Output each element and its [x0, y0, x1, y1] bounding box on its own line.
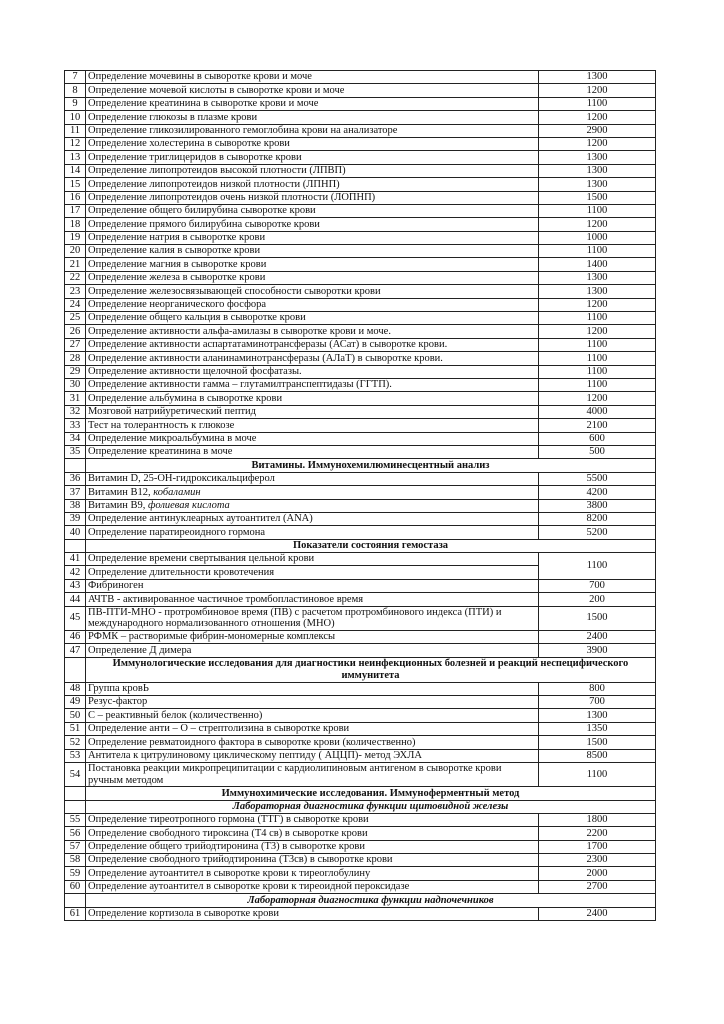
- test-price: 1700: [539, 840, 656, 853]
- table-row: [65, 840, 656, 853]
- test-name: Определение креатинина в сыворотке крови и моче: [86, 97, 539, 110]
- price-list-body: [65, 71, 656, 921]
- test-name: Определение натрия в сыворотке крови: [86, 231, 539, 244]
- test-price: 1300: [539, 709, 656, 722]
- test-name: Постановка реакции микропреципитации с кардиолипиновым антигеном в сыворотке крови ручным методом: [86, 762, 539, 786]
- test-name: Фибриноген: [86, 579, 539, 592]
- row-number: 25: [65, 312, 86, 325]
- table-row: [65, 352, 656, 365]
- test-price: 2400: [539, 907, 656, 920]
- section-title: Лабораторная диагностика функции надпочечников: [86, 894, 656, 907]
- row-number: 23: [65, 285, 86, 298]
- table-row: [65, 709, 656, 722]
- test-name: Определение мочевины в сыворотке крови и моче: [86, 71, 539, 84]
- test-name: Резус-фактор: [86, 695, 539, 708]
- table-row: [65, 151, 656, 164]
- row-number: 54: [65, 762, 86, 786]
- table-row: [65, 405, 656, 418]
- table-row: [65, 644, 656, 657]
- row-number: 27: [65, 338, 86, 351]
- table-row: [65, 736, 656, 749]
- test-name: Определение свободного тироксина (Т4 св) в сыворотке крови: [86, 827, 539, 840]
- test-name: Определение неорганического фосфора: [86, 298, 539, 311]
- table-row: [65, 137, 656, 150]
- test-name: Определение мочевой кислоты в сыворотке крови и моче: [86, 84, 539, 97]
- test-name: Определение активности щелочной фосфатазы.: [86, 365, 539, 378]
- test-price: 800: [539, 682, 656, 695]
- row-number: 22: [65, 271, 86, 284]
- table-row: [65, 218, 656, 231]
- test-name: Определение холестерина в сыворотке крови: [86, 137, 539, 150]
- section-title: Витамины. Иммунохемилюминесцентный анализ: [86, 459, 656, 472]
- table-row: [65, 178, 656, 191]
- test-name: Определение общего билирубина сыворотке крови: [86, 204, 539, 217]
- test-price: 5200: [539, 526, 656, 539]
- test-price: 1000: [539, 231, 656, 244]
- test-name: Определение магния в сыворотке крови: [86, 258, 539, 271]
- row-number: 55: [65, 813, 86, 826]
- row-number: 14: [65, 164, 86, 177]
- test-name: Определение аутоантител в сыворотке крови к тиреоидной пероксидазе: [86, 880, 539, 893]
- test-price: 2200: [539, 827, 656, 840]
- test-price: 500: [539, 445, 656, 458]
- test-name: Определение железа в сыворотке крови: [86, 271, 539, 284]
- table-row: [65, 593, 656, 606]
- row-number: 41: [65, 553, 86, 566]
- table-row: [65, 365, 656, 378]
- row-number: 33: [65, 419, 86, 432]
- row-number: 44: [65, 593, 86, 606]
- row-number: 43: [65, 579, 86, 592]
- test-price: 1300: [539, 71, 656, 84]
- row-number: 36: [65, 472, 86, 485]
- row-number: 12: [65, 137, 86, 150]
- row-number: 17: [65, 204, 86, 217]
- row-number: 53: [65, 749, 86, 762]
- table-row: [65, 432, 656, 445]
- table-row: [65, 419, 656, 432]
- test-name: Определение альбумина в сыворотке крови: [86, 392, 539, 405]
- test-name: Определение паратиреоидного гормона: [86, 526, 539, 539]
- test-price: 700: [539, 695, 656, 708]
- test-name: Витамин D, 25-ОН-гидроксикальциферол: [86, 472, 539, 485]
- section-header-row: [65, 800, 656, 813]
- table-row: [65, 312, 656, 325]
- test-price: 3900: [539, 644, 656, 657]
- test-name: Определение микроальбумина в моче: [86, 432, 539, 445]
- table-row: [65, 124, 656, 137]
- table-row: [65, 271, 656, 284]
- test-price: 8200: [539, 512, 656, 525]
- test-price: 1400: [539, 258, 656, 271]
- test-name: Определение активности аспартатаминотрансферазы (АСат) в сыворотке крови.: [86, 338, 539, 351]
- test-name: Определение свободного трийодтиронина (Т3св) в сыворотке крови: [86, 854, 539, 867]
- test-name: Определение длительности кровотечения: [86, 566, 539, 579]
- row-number: 15: [65, 178, 86, 191]
- test-name: Определение гликозилированного гемоглобина крови на анализаторе: [86, 124, 539, 137]
- test-name: АЧТВ - активированное частичное тромбопластиновое время: [86, 593, 539, 606]
- row-number: [65, 459, 86, 472]
- row-number: 11: [65, 124, 86, 137]
- test-price: 2700: [539, 880, 656, 893]
- table-row: [65, 867, 656, 880]
- test-price: 1300: [539, 151, 656, 164]
- row-number: 61: [65, 907, 86, 920]
- table-row: [65, 258, 656, 271]
- table-row: [65, 378, 656, 391]
- test-name: Определение аутоантител в сыворотке крови к тиреоглобулину: [86, 867, 539, 880]
- table-row: [65, 722, 656, 735]
- test-name: Определение активности гамма – глутамилтранспептидазы (ГГТП).: [86, 378, 539, 391]
- table-row: [65, 325, 656, 338]
- table-row: [65, 695, 656, 708]
- row-number: 10: [65, 111, 86, 124]
- row-number: 58: [65, 854, 86, 867]
- test-price: 600: [539, 432, 656, 445]
- table-row: [65, 111, 656, 124]
- table-row: [65, 285, 656, 298]
- row-number: 18: [65, 218, 86, 231]
- row-number: 52: [65, 736, 86, 749]
- table-row: [65, 579, 656, 592]
- test-name-italic: фолиевая кислота: [148, 499, 230, 511]
- table-row: [65, 245, 656, 258]
- table-row: [65, 682, 656, 695]
- row-number: 49: [65, 695, 86, 708]
- row-number: 29: [65, 365, 86, 378]
- table-row: [65, 606, 656, 630]
- test-price: 3800: [539, 499, 656, 512]
- test-price: 1200: [539, 111, 656, 124]
- test-price: 1100: [539, 762, 656, 786]
- row-number: 19: [65, 231, 86, 244]
- test-name: Определение липопротеидов высокой плотности (ЛПВП): [86, 164, 539, 177]
- table-row: [65, 204, 656, 217]
- test-price: 4200: [539, 486, 656, 499]
- test-price: 1100: [539, 204, 656, 217]
- test-price: 4000: [539, 405, 656, 418]
- row-number: 30: [65, 378, 86, 391]
- test-name: Витамин В9, фолиевая кислота: [86, 499, 539, 512]
- section-title: Иммунологические исследования для диагностики неинфекционных болезней и реакций неспецифического иммунитета: [86, 657, 656, 682]
- test-name: Определение времени свертывания цельной крови: [86, 553, 539, 566]
- test-price: 1800: [539, 813, 656, 826]
- test-name: Определение антинуклеарных аутоантител (ANA): [86, 512, 539, 525]
- table-row: [65, 553, 656, 566]
- table-row: [65, 499, 656, 512]
- test-name: Определение креатинина в моче: [86, 445, 539, 458]
- row-number: 35: [65, 445, 86, 458]
- row-number: [65, 787, 86, 800]
- test-name: Определение липопротеидов низкой плотности (ЛПНП): [86, 178, 539, 191]
- table-row: [65, 526, 656, 539]
- row-number: [65, 800, 86, 813]
- row-number: 26: [65, 325, 86, 338]
- row-number: [65, 894, 86, 907]
- row-number: 47: [65, 644, 86, 657]
- table-row: [65, 486, 656, 499]
- row-number: 59: [65, 867, 86, 880]
- test-name: С – реактивный белок (количественно): [86, 709, 539, 722]
- test-price: 2900: [539, 124, 656, 137]
- test-name: Определение активности альфа-амилазы в сыворотке крови и моче.: [86, 325, 539, 338]
- table-row: [65, 813, 656, 826]
- section-header-row: [65, 657, 656, 682]
- test-name: Антитела к цитрулиновому циклическому пептиду ( АЦЦП)- метод ЭХЛА: [86, 749, 539, 762]
- test-price: 200: [539, 593, 656, 606]
- test-price: 1500: [539, 191, 656, 204]
- row-number: 38: [65, 499, 86, 512]
- row-number: [65, 657, 86, 682]
- test-name: Определение железосвязывающей способности сыворотки крови: [86, 285, 539, 298]
- table-row: [65, 827, 656, 840]
- row-number: 45: [65, 606, 86, 630]
- table-row: [65, 472, 656, 485]
- test-price: 5500: [539, 472, 656, 485]
- test-price: 1100: [539, 352, 656, 365]
- row-number: 37: [65, 486, 86, 499]
- test-price: 2000: [539, 867, 656, 880]
- table-row: [65, 630, 656, 643]
- row-number: 42: [65, 566, 86, 579]
- test-price: 2300: [539, 854, 656, 867]
- test-price: 1100: [539, 312, 656, 325]
- test-price: 1350: [539, 722, 656, 735]
- test-name: Определение анти – О – стрептолизина в сыворотке крови: [86, 722, 539, 735]
- test-price: 2100: [539, 419, 656, 432]
- row-number: 48: [65, 682, 86, 695]
- test-price: 1100: [539, 338, 656, 351]
- table-row: [65, 84, 656, 97]
- test-name: Определение прямого билирубина сыворотке крови: [86, 218, 539, 231]
- row-number: 34: [65, 432, 86, 445]
- row-number: 57: [65, 840, 86, 853]
- test-price: 1100: [539, 378, 656, 391]
- row-number: 32: [65, 405, 86, 418]
- test-price: 1300: [539, 271, 656, 284]
- test-name: Определение кортизола в сыворотке крови: [86, 907, 539, 920]
- row-number: 9: [65, 97, 86, 110]
- row-number: 60: [65, 880, 86, 893]
- table-row: [65, 854, 656, 867]
- row-number: 16: [65, 191, 86, 204]
- test-name: Витамин В12, кобаламин: [86, 486, 539, 499]
- row-number: 28: [65, 352, 86, 365]
- table-row: [65, 298, 656, 311]
- section-title: Лабораторная диагностика функции щитовидной железы: [86, 800, 656, 813]
- test-price: 700: [539, 579, 656, 592]
- table-row: [65, 907, 656, 920]
- test-name: Определение калия в сыворотке крови: [86, 245, 539, 258]
- test-price: 1200: [539, 325, 656, 338]
- test-price: 1200: [539, 392, 656, 405]
- test-name: Определение активности аланинаминотрансферазы (АЛаТ) в сыворотке крови.: [86, 352, 539, 365]
- price-list-table: [64, 70, 656, 921]
- test-price: 1100: [539, 365, 656, 378]
- test-price: 1300: [539, 178, 656, 191]
- section-header-row: [65, 894, 656, 907]
- row-number: 56: [65, 827, 86, 840]
- test-price: 1100: [539, 245, 656, 258]
- section-title: Показатели состояния гемостаза: [86, 539, 656, 552]
- row-number: 8: [65, 84, 86, 97]
- table-row: [65, 71, 656, 84]
- test-name: Определение липопротеидов очень низкой плотности (ЛОПНП): [86, 191, 539, 204]
- section-header-row: [65, 787, 656, 800]
- test-name: Группа кровЬ: [86, 682, 539, 695]
- table-row: [65, 512, 656, 525]
- table-row: [65, 97, 656, 110]
- section-title: Иммунохимические исследования. Иммуноферментный метод: [86, 787, 656, 800]
- section-header-row: [65, 539, 656, 552]
- row-number: 39: [65, 512, 86, 525]
- test-price: 1200: [539, 84, 656, 97]
- test-price: 1500: [539, 606, 656, 630]
- row-number: [65, 539, 86, 552]
- test-price: 1200: [539, 218, 656, 231]
- row-number: 20: [65, 245, 86, 258]
- test-name: Определение триглицеридов в сыворотке крови: [86, 151, 539, 164]
- test-name: Определение общего трийодтиронина (Т3) в сыворотке крови: [86, 840, 539, 853]
- test-price: 1200: [539, 137, 656, 150]
- test-price: 1300: [539, 164, 656, 177]
- test-name: Определение общего кальция в сыворотке крови: [86, 312, 539, 325]
- test-price: 2400: [539, 630, 656, 643]
- row-number: 31: [65, 392, 86, 405]
- test-name: ПВ-ПТИ-МНО - протромбиновое время (ПВ) с расчетом протромбинового индекса (ПТИ) и международного нормализованного отношения (МНО): [86, 606, 539, 630]
- test-price: 1200: [539, 298, 656, 311]
- test-name: Определение тиреотропного гормона (ТТГ) в сыворотке крови: [86, 813, 539, 826]
- row-number: 7: [65, 71, 86, 84]
- section-header-row: [65, 459, 656, 472]
- test-price: 1100: [539, 97, 656, 110]
- row-number: 24: [65, 298, 86, 311]
- test-price: 8500: [539, 749, 656, 762]
- row-number: 40: [65, 526, 86, 539]
- table-row: [65, 880, 656, 893]
- test-name-italic: кобаламин: [153, 486, 201, 498]
- row-number: 46: [65, 630, 86, 643]
- test-name: Мозговой натрийуретический пептид: [86, 405, 539, 418]
- table-row: [65, 338, 656, 351]
- table-row: [65, 762, 656, 786]
- row-number: 21: [65, 258, 86, 271]
- row-number: 13: [65, 151, 86, 164]
- table-row: [65, 749, 656, 762]
- test-name: Определение ревматоидного фактора в сыворотке крови (количественно): [86, 736, 539, 749]
- test-name: Определение глюкозы в плазме крови: [86, 111, 539, 124]
- table-row: [65, 164, 656, 177]
- table-row: [65, 231, 656, 244]
- test-name: Определение Д димера: [86, 644, 539, 657]
- row-number: 51: [65, 722, 86, 735]
- test-price: 1100: [539, 553, 656, 580]
- test-name: Тест на толерантность к глюкозе: [86, 419, 539, 432]
- test-price: 1500: [539, 736, 656, 749]
- test-price: 1300: [539, 285, 656, 298]
- table-row: [65, 191, 656, 204]
- test-name: РФМК – растворимые фибрин-мономерные комплексы: [86, 630, 539, 643]
- table-row: [65, 445, 656, 458]
- table-row: [65, 392, 656, 405]
- row-number: 50: [65, 709, 86, 722]
